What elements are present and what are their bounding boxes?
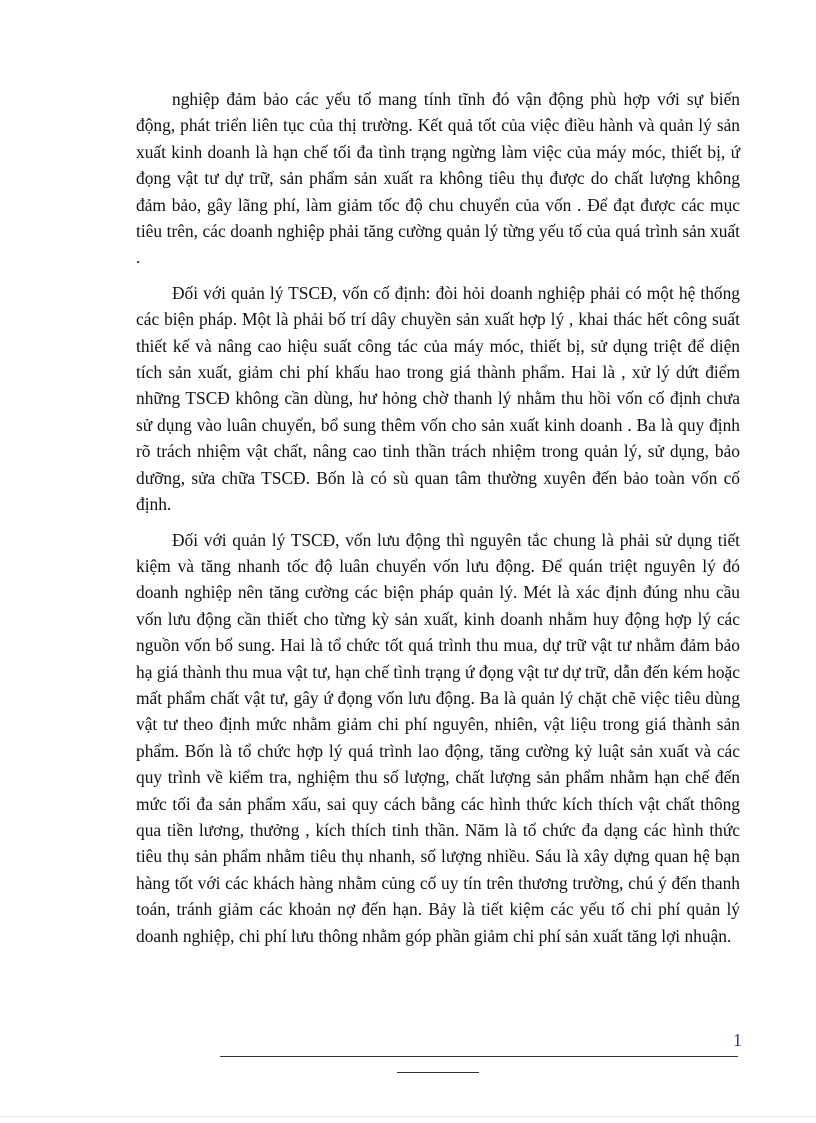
paragraph-1: nghiệp đảm bảo các yếu tố mang tính tĩnh đó vận động phù hợp với sự biến động, phát triển liên tục của thị trường. Kết quả tốt của việc điều hành và quản lý sản xuất kinh doanh là hạn chế tối đa tình trạng ngừng làm việc của máy móc, thiết bị, ứ đọng vật tư dự trữ, sản phẩm sản xuất ra không tiêu thụ được do chất lượng không đảm bảo, gây lãng phí, làm giảm tốc độ chu chuyển của vốn . Để đạt được các mục tiêu trên, các doanh nghiệp phải tăng cường quản lý từng yếu tố của quá trình sản xuất . — [136, 89, 740, 268]
footer-rule — [220, 1056, 738, 1057]
body-text — [136, 86, 740, 958]
paragraph-3: Đối với quản lý TSCĐ, vốn lưu động thì nguyên tắc chung là phải sử dụng tiết kiệm và tăng nhanh tốc độ luân chuyển vốn lưu động. Để quán triệt nguyên lý đó doanh nghiệp nên tăng cường các biện pháp quản lý. Mét là xác định đúng nhu cầu vốn lưu động cần thiết cho từng kỳ sản xuất, kinh doanh nhằm huy động hợp lý các nguồn vốn bổ sung. Hai là tổ chức tốt quá trình thu mua, dự trữ vật tư nhằm đảm bảo hạ giá thành thu mua vật tư, hạn chế tình trạng ứ đọng vật tư dự trữ, dẫn đến kém hoặc mất phẩm chất vật tư, gây ứ đọng vốn lưu động. Ba là quản lý chặt chẽ việc tiêu dùng vật tư theo định mức nhằm giảm chi phí nguyên, nhiên, vật liệu trong giá thành sản phẩm. Bốn là tổ chức hợp lý quá trình lao động, tăng cường kỷ luật sản xuất và các quy trình về kiểm tra, nghiệm thu số lượng, chất lượng sản phẩm nhằm hạn chế đến mức tối đa sản phẩm xấu, sai quy cách bằng các hình thức kích thích vật chất thông qua tiền lương, thưởng , kích thích tinh thần. Năm là tổ chức đa dạng các hình thức tiêu thụ sản phẩm nhằm tiêu thụ nhanh, số lượng nhiều. Sáu là xây dựng quan hệ bạn hàng tốt với các khách hàng nhằm củng cố uy tín trên thương trường, chú ý đến thanh toán, tránh giảm các khoản nợ đến hạn. Bảy là tiết kiệm các yếu tố chi phí quản lý doanh nghiệp, chi phí lưu thông nhằm góp phần giảm chi phí sản xuất tăng lợi nhuận. — [136, 529, 740, 946]
paragraph-2: Đối với quản lý TSCĐ, vốn cố định: đòi hỏi doanh nghiệp phải có một hệ thống các biện pháp. Một là phải bố trí dây chuyền sản xuất hợp lý , khai thác hết công suất thiết kế và nâng cao hiệu suất công tác của máy móc, thiết bị, sử dụng triệt để diện tích sản xuất, giảm chi phí khấu hao trong giá thành phẩm. Hai là , xử lý dứt điểm những TSCĐ không cần dùng, hư hỏng chờ thanh lý nhằm thu hồi vốn cố định chưa sử dụng vào luân chuyển, bổ sung thêm vốn cho sản xuất kinh doanh . Ba là quy định rõ trách nhiệm vật chất, nâng cao tinh thần trách nhiệm trong quản lý, sử dụng, bảo dưỡng, sửa chữa TSCĐ. Bốn là có sù quan tâm thường xuyên đến bảo toàn vốn cố định. — [136, 282, 740, 515]
page-number: 1 — [733, 1030, 742, 1050]
footer-rule-short — [397, 1072, 479, 1073]
page-bottom-border — [0, 1116, 816, 1117]
